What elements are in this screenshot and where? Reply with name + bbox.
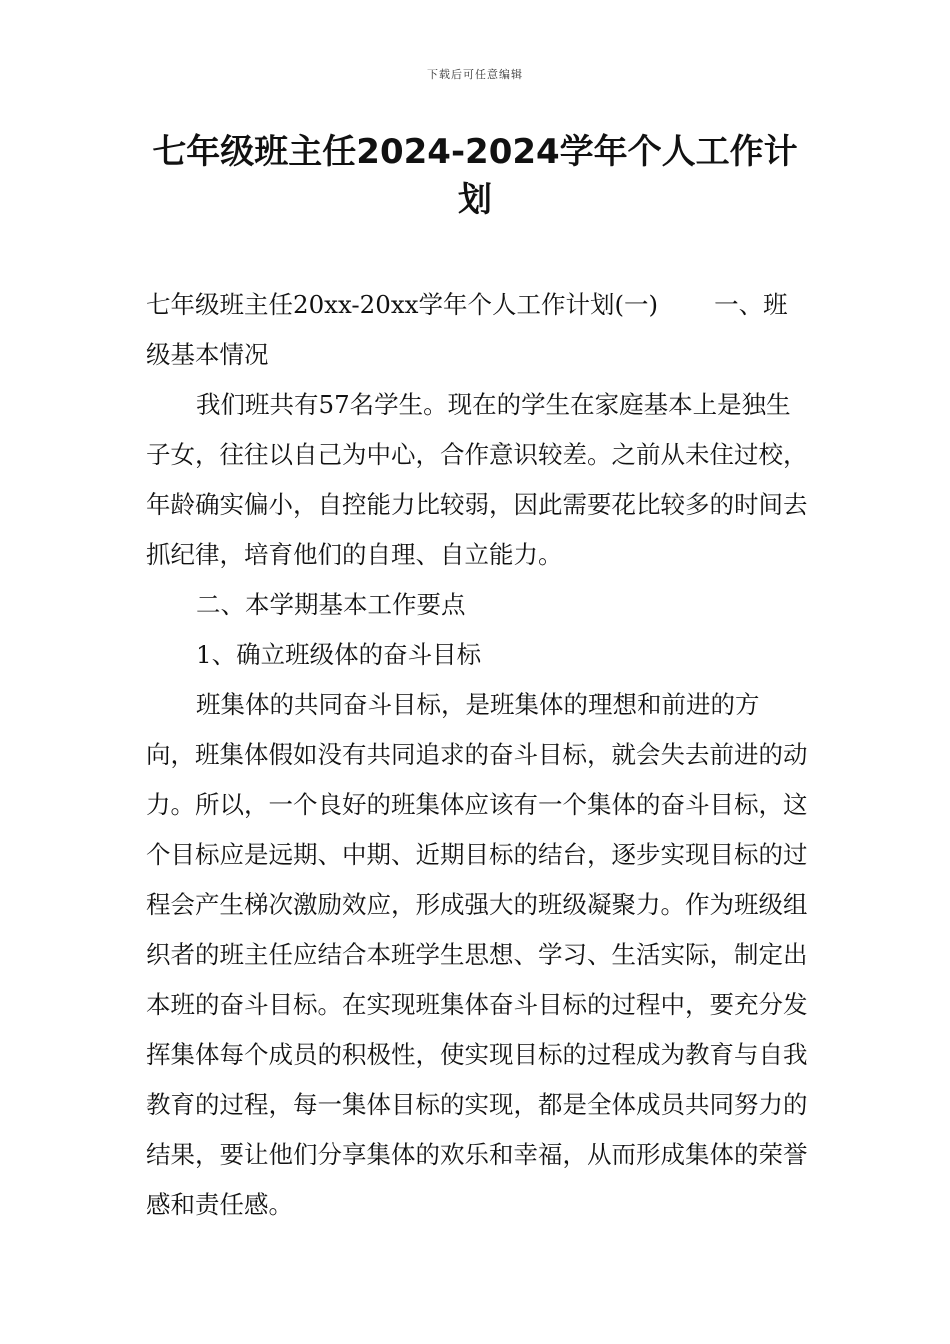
intro-heading: 七年级班主任20xx-20xx学年个人工作计划(一) [146, 290, 659, 319]
document-title: 七年级班主任2024-2024学年个人工作计划 [152, 132, 798, 220]
subsection1-heading: 1、确立班级体的奋斗目标 [196, 640, 482, 669]
document-body [146, 280, 808, 1230]
section2-heading: 二、本学期基本工作要点 [196, 590, 466, 619]
paragraph-class-situation: 我们班共有57名学生。现在的学生在家庭基本上是独生子女，往往以自己为中心，合作意识较差。之前从未住过校，年龄确实偏小，自控能力比较弱，因此需要花比较多的时间去抓纪律，培育他们的自理、自立能力。 [146, 390, 808, 569]
intro-line [146, 280, 808, 380]
paragraph-class-goals: 班集体的共同奋斗目标，是班集体的理想和前进的方向，班集体假如没有共同追求的奋斗目标，就会失去前进的动力。所以，一个良好的班集体应该有一个集体的奋斗目标，这个目标应是远期、中期、近期目标的结台，逐步实现目标的过程会产生梯次激励效应，形成强大的班级凝聚力。作为班级组织者的班主任应结合本班学生思想、学习、生活实际，制定出本班的奋斗目标。在实现班集体奋斗目标的过程中，要充分发挥集体每个成员的积极性，使实现目标的过程成为教育与自我教育的过程，每一集体目标的实现，都是全体成员共同努力的结果，要让他们分享集体的欢乐和幸福，从而形成集体的荣誉感和责任感。 [146, 690, 808, 1219]
page-header-note: 下载后可任意编辑 [427, 68, 523, 81]
section1-heading: 一、班级基本情况 [146, 290, 788, 369]
